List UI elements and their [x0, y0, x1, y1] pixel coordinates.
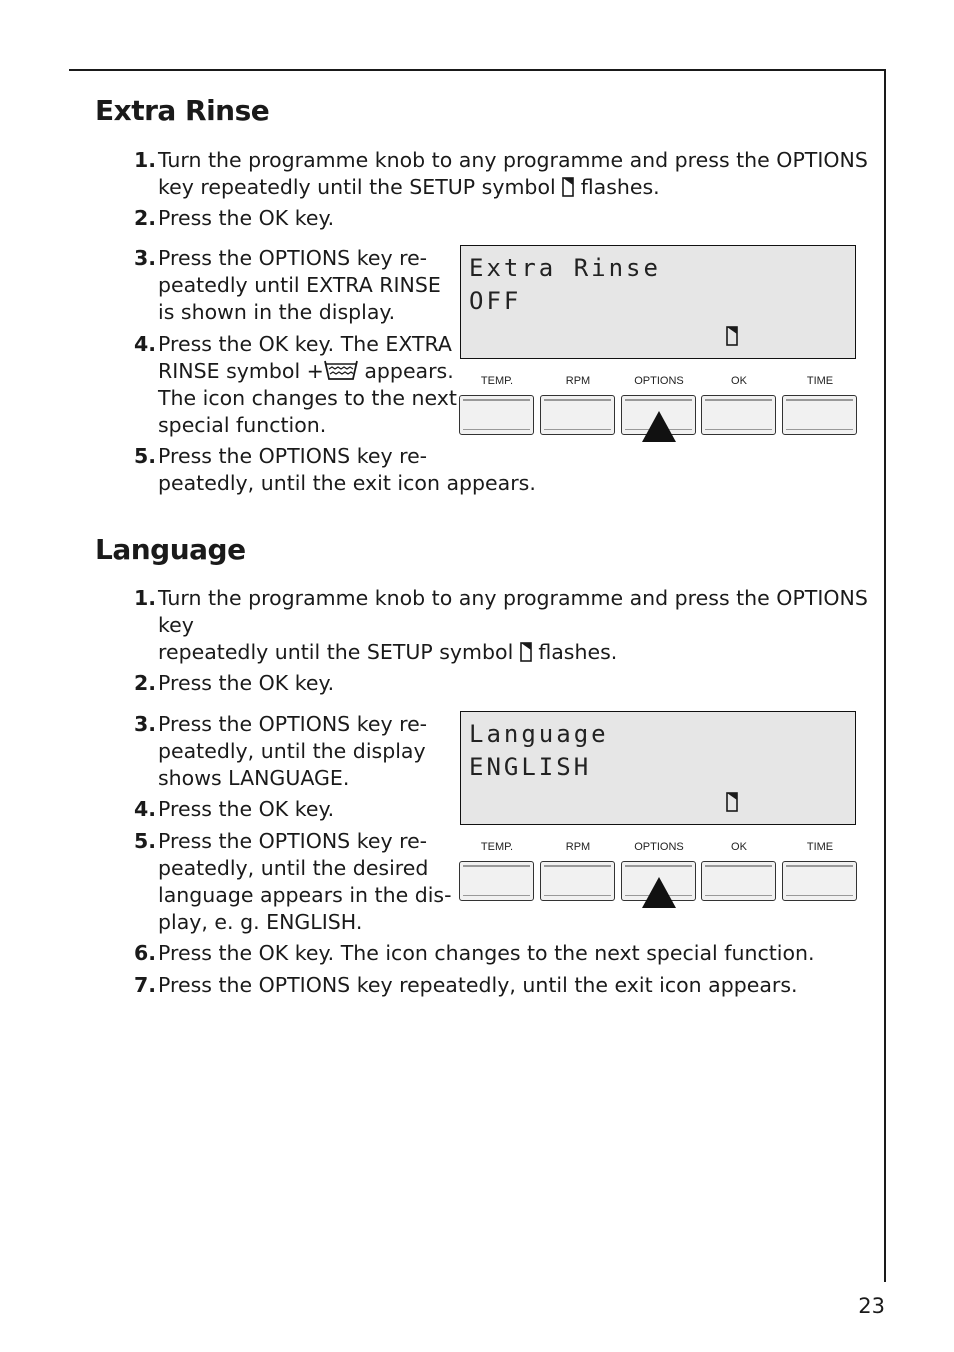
step-line: Turn the programme knob to any programme and press the OPTIONS [158, 148, 868, 172]
step-number: 3. [134, 246, 157, 270]
label-rpm: RPM [565, 841, 591, 853]
step-line: repeatedly until the SETUP symbol flashes. [158, 640, 618, 664]
step-line: Press the OPTIONS key re- [158, 829, 428, 853]
control-keys [458, 394, 860, 438]
setup-icon [726, 792, 738, 812]
label-ok: OK [731, 841, 747, 853]
step-line: Press the OPTIONS key repeatedly, until the exit icon appears. [158, 973, 798, 997]
step-number: 5. [134, 829, 157, 853]
display-panel-extra-rinse [460, 245, 856, 359]
step-line: peatedly, until the display [158, 739, 426, 763]
display-line-1: Language [469, 720, 609, 748]
extra-rinse-step-2 [134, 205, 334, 232]
step-line: peatedly, until the exit icon appears. [158, 471, 536, 495]
extra-rinse-step-5 [134, 443, 536, 497]
step-line: shows LANGUAGE. [158, 766, 350, 790]
step-number: 2. [134, 671, 157, 695]
step-number: 1. [134, 148, 157, 172]
step-number: 6. [134, 941, 157, 965]
step-number: 1. [134, 586, 157, 610]
language-step-3 [134, 711, 427, 792]
extra-rinse-icon [324, 359, 358, 381]
step-line: peatedly, until the desired [158, 856, 429, 880]
step-line: Press the OK key. [158, 797, 335, 821]
step-line: Press the OK key. The EXTRA [158, 332, 452, 356]
step-line: language appears in the dis- [158, 883, 452, 907]
step-line: Press the OPTIONS key re- [158, 712, 428, 736]
step-line: is shown in the display. [158, 300, 396, 324]
top-rule [69, 69, 886, 71]
step-line: RINSE symbol + appears. [158, 359, 454, 383]
language-step-5 [134, 828, 452, 936]
step-number: 4. [134, 797, 157, 821]
display-line-1: Extra Rinse [469, 254, 661, 282]
rpm-key[interactable] [540, 861, 615, 901]
step-number: 7. [134, 973, 157, 997]
language-step-6 [134, 940, 815, 967]
step-line: Press the OPTIONS key re- [158, 246, 428, 270]
time-key[interactable] [782, 861, 857, 901]
step-number: 5. [134, 444, 157, 468]
arrow-up-icon [642, 411, 676, 442]
label-time: TIME [806, 841, 834, 853]
temp-key[interactable] [459, 395, 534, 435]
setup-icon [726, 326, 738, 346]
step-line: Turn the programme knob to any programme and press the OPTIONS [158, 586, 868, 610]
label-temp: TEMP. [480, 841, 514, 853]
display-line-2: ENGLISH [469, 753, 592, 781]
label-time: TIME [806, 375, 834, 387]
time-key[interactable] [782, 395, 857, 435]
ok-key[interactable] [701, 395, 776, 435]
setup-icon [520, 642, 532, 662]
right-rule [884, 69, 886, 1282]
label-rpm: RPM [565, 375, 591, 387]
control-keys [458, 860, 860, 904]
display-line-2: OFF [469, 287, 522, 315]
label-options: OPTIONS [634, 841, 684, 853]
display-panel-language [460, 711, 856, 825]
heading-extra-rinse: Extra Rinse [95, 94, 270, 127]
ok-key[interactable] [701, 861, 776, 901]
extra-rinse-step-1 [134, 147, 868, 201]
label-options: OPTIONS [634, 375, 684, 387]
heading-language: Language [95, 533, 246, 566]
step-line: Press the OK key. The icon changes to the next special function. [158, 941, 815, 965]
step-line: play, e. g. ENGLISH. [158, 910, 363, 934]
step-line: peatedly until EXTRA RINSE [158, 273, 441, 297]
step-number: 4. [134, 332, 157, 356]
step-number: 3. [134, 712, 157, 736]
control-labels [458, 375, 860, 389]
language-step-1 [134, 585, 868, 666]
label-temp: TEMP. [480, 375, 514, 387]
temp-key[interactable] [459, 861, 534, 901]
control-labels [458, 841, 860, 855]
step-line: key [158, 613, 194, 637]
step-line: special function. [158, 413, 327, 437]
language-step-7 [134, 972, 798, 999]
step-line: The icon changes to the next [158, 386, 457, 410]
language-step-2 [134, 670, 334, 697]
step-number: 2. [134, 206, 157, 230]
step-line: Press the OPTIONS key re- [158, 444, 428, 468]
step-line: key repeatedly until the SETUP symbol flashes. [158, 175, 660, 199]
language-step-4 [134, 796, 334, 823]
setup-icon [562, 177, 574, 197]
extra-rinse-step-3 [134, 245, 441, 326]
arrow-up-icon [642, 877, 676, 908]
step-line: Press the OK key. [158, 206, 335, 230]
rpm-key[interactable] [540, 395, 615, 435]
step-line: Press the OK key. [158, 671, 335, 695]
label-ok: OK [731, 375, 747, 387]
page-number: 23 [858, 1294, 885, 1318]
extra-rinse-step-4 [134, 331, 457, 439]
